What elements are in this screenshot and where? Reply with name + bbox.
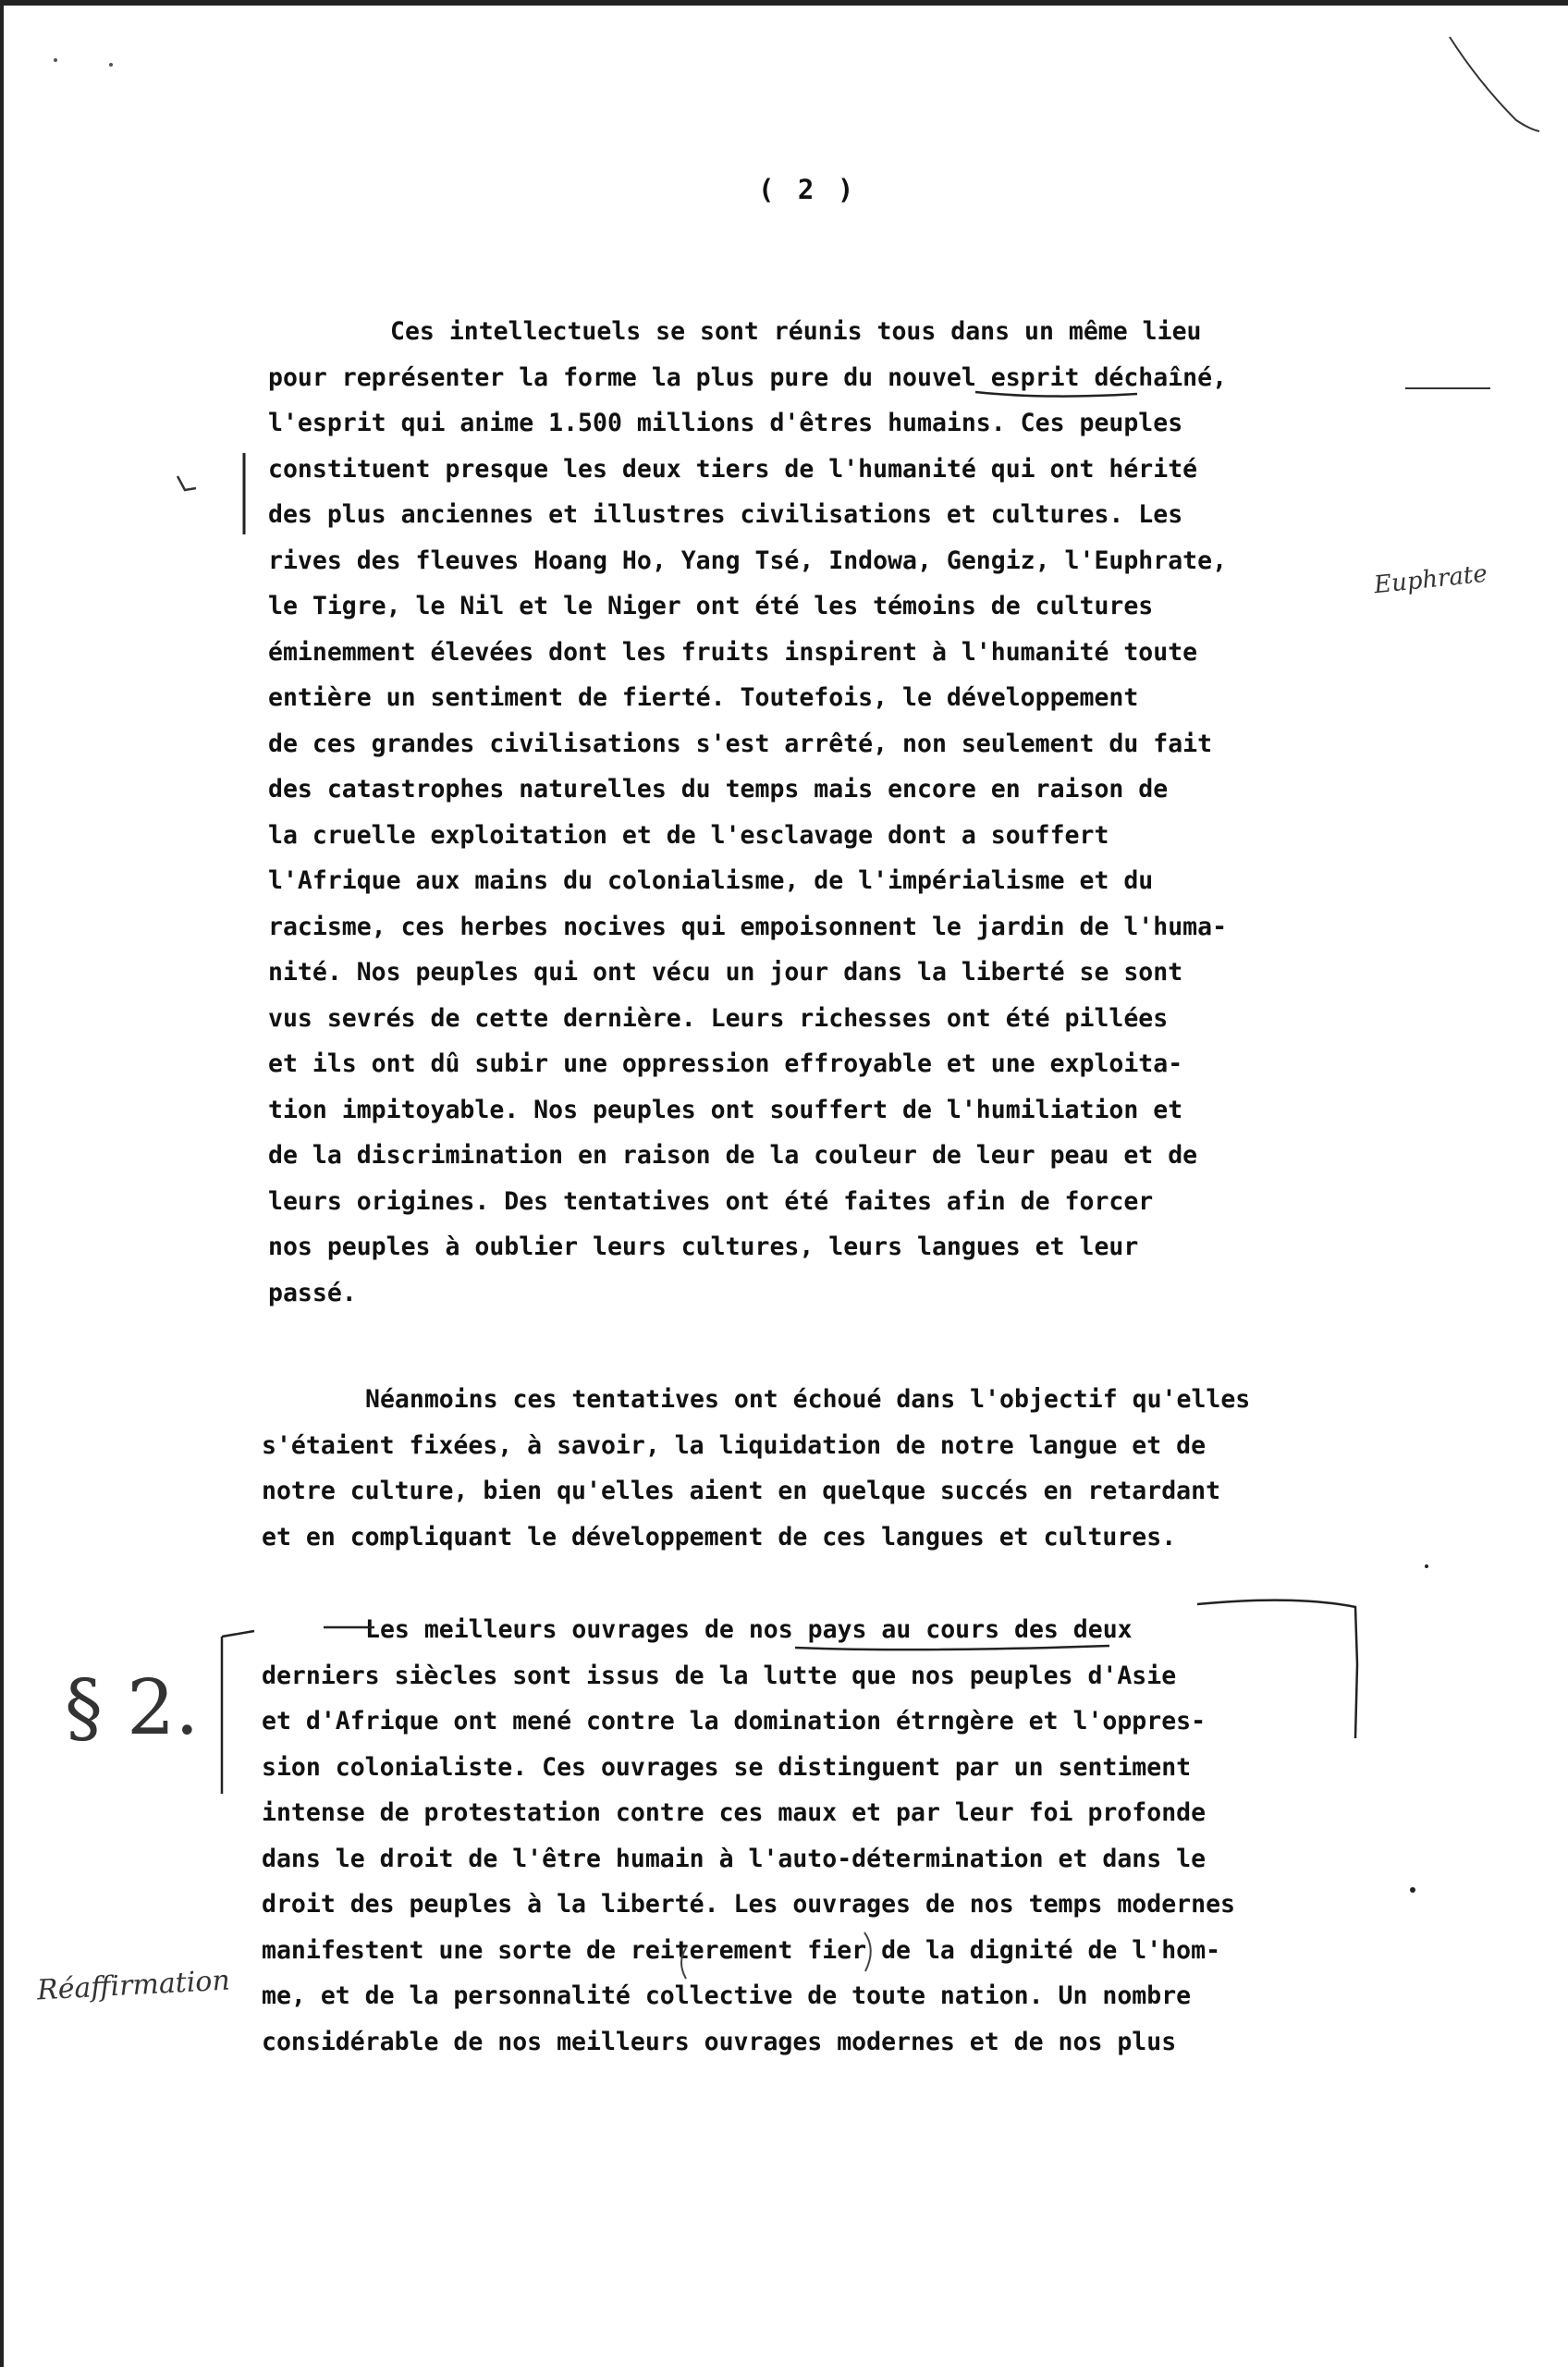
margin-note-right: Euphrate bbox=[1372, 559, 1489, 600]
text-line: Néanmoins ces tentatives ont échoué dans l'objectif qu'elles bbox=[365, 1385, 1251, 1414]
text-line: nos peuples à oublier leurs cultures, leurs langues et leur bbox=[268, 1233, 1139, 1261]
ink-dot bbox=[109, 63, 113, 67]
margin-note-left: Réaffirmation bbox=[36, 1964, 231, 2007]
ink-dot bbox=[1425, 1564, 1428, 1568]
text-line: me, et de la personnalité collective de toute nation. Un nombre bbox=[262, 1981, 1192, 2010]
text-line: des plus anciennes et illustres civilisations et cultures. Les bbox=[268, 500, 1183, 529]
text-line: intense de protestation contre ces maux et par leur foi profonde bbox=[262, 1798, 1207, 1827]
text-line: leurs origines. Des tentatives ont été faites afin de forcer bbox=[268, 1186, 1154, 1216]
page-top-edge bbox=[0, 0, 1568, 6]
text-line: sion colonialiste. Ces ouvrages se distinguent par un sentiment bbox=[262, 1752, 1192, 1782]
text-line: des catastrophes naturelles du temps mais encore en raison de bbox=[268, 775, 1169, 803]
paragraph-works bbox=[262, 1607, 1235, 2065]
text-line: rives des fleuves Hoang Ho, Yang Tsé, Indowa, Gengiz, l'Euphrate, bbox=[268, 546, 1228, 575]
ink-dot bbox=[1410, 1887, 1415, 1893]
text-line: et d'Afrique ont mené contre la domination étrngère et l'oppres- bbox=[262, 1707, 1207, 1735]
margin-tick bbox=[178, 476, 196, 490]
section-mark: § 2. bbox=[65, 1664, 200, 1752]
text-line: constituent presque les deux tiers de l'humanité qui ont hérité bbox=[268, 454, 1198, 484]
text-line: la cruelle exploitation et de l'esclavage dont a souffert bbox=[268, 820, 1109, 850]
text-line: éminemment élevées dont les fruits inspirent à l'humanité toute bbox=[268, 637, 1198, 667]
text-line: vus sevrés de cette dernière. Leurs richesses ont été pillées bbox=[268, 1003, 1169, 1033]
text-line: manifestent une sorte de reiterement fier de la dignité de l'hom- bbox=[262, 1935, 1221, 1965]
page-number: ( 2 ) bbox=[758, 174, 858, 205]
text-line: dans le droit de l'être humain à l'auto-détermination et dans le bbox=[262, 1844, 1207, 1873]
text-line: tion impitoyable. Nos peuples ont souffert de l'humiliation et bbox=[268, 1095, 1183, 1124]
bracket-left-top bbox=[222, 1631, 254, 1637]
text-line: considérable de nos meilleurs ouvrages modernes et de nos plus bbox=[262, 2027, 1177, 2056]
text-line: le Tigre, le Nil et le Niger ont été les témoins de cultures bbox=[268, 592, 1154, 620]
corner-stroke bbox=[1450, 37, 1539, 131]
paragraph-failure bbox=[262, 1377, 1250, 1560]
text-line: passé. bbox=[268, 1278, 357, 1307]
page-left-edge bbox=[0, 0, 4, 2367]
text-line: l'esprit qui anime 1.500 millions d'êtres humains. Ces peuples bbox=[268, 409, 1183, 437]
text-line: et en compliquant le développement de ces langues et cultures. bbox=[262, 1522, 1177, 1551]
text-line: de la discrimination en raison de la couleur de leur peau et de bbox=[268, 1141, 1198, 1170]
text-line: pour représenter la forme la plus pure du nouvel esprit déchaîné, bbox=[268, 362, 1228, 392]
text-line: entière un sentiment de fierté. Toutefois, le développement bbox=[268, 683, 1139, 712]
text-line: racisme, ces herbes nocives qui empoisonnent le jardin de l'huma- bbox=[268, 912, 1228, 941]
text-line: et ils ont dû subir une oppression effroyable et une exploita- bbox=[268, 1049, 1183, 1078]
ink-dot bbox=[54, 58, 57, 62]
text-line: nité. Nos peuples qui ont vécu un jour dans la liberté se sont bbox=[268, 958, 1183, 987]
text-line: droit des peuples à la liberté. Les ouvrages de nos temps modernes bbox=[262, 1890, 1235, 1919]
text-line: Ces intellectuels se sont réunis tous dans un même lieu bbox=[390, 317, 1202, 346]
paragraph-intro bbox=[268, 309, 1227, 1316]
text-line: Les meilleurs ouvrages de nos pays au cours des deux bbox=[365, 1615, 1133, 1644]
text-line: de ces grandes civilisations s'est arrêté, non seulement du fait bbox=[268, 729, 1213, 758]
text-line: l'Afrique aux mains du colonialisme, de l'impérialisme et du bbox=[268, 866, 1154, 895]
text-line: notre culture, bien qu'elles aient en quelque succés en retardant bbox=[262, 1477, 1221, 1505]
text-line: derniers siècles sont issus de la lutte que nos peuples d'Asie bbox=[262, 1661, 1177, 1690]
text-line: s'étaient fixées, à savoir, la liquidation de notre langue et de bbox=[262, 1430, 1207, 1460]
